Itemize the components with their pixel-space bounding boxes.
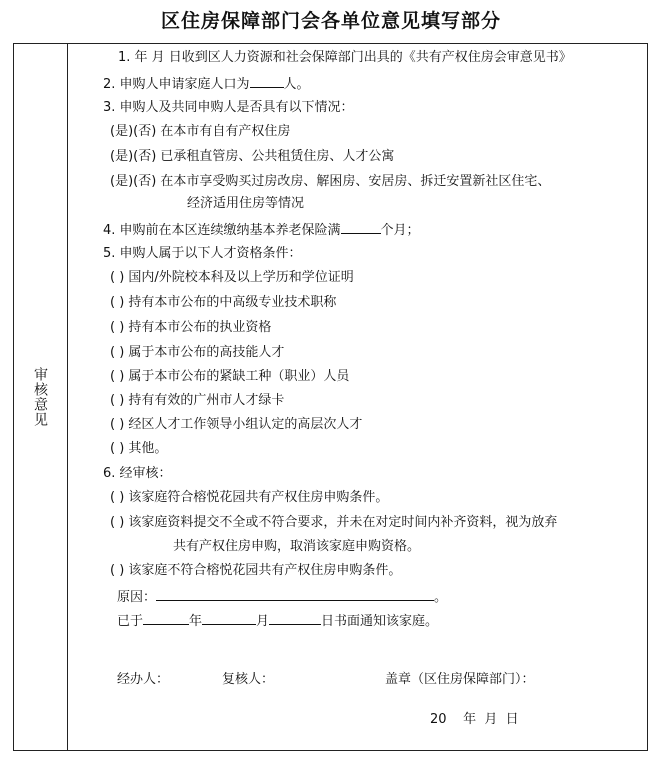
item-4-suffix: 个月； — [380, 223, 420, 238]
item-2 — [103, 75, 310, 93]
reason-label: 原因： — [117, 590, 157, 605]
review-option-2-cont: 共有产权住房申购，取消该家庭申购资格。 — [173, 539, 421, 554]
side-label: 审核意见 — [32, 367, 48, 427]
talent-option-7: ( ) 经区人才工作领导小组认定的高层次人才 — [110, 417, 363, 432]
side-label-cell — [13, 43, 67, 751]
pension-months-blank[interactable] — [341, 221, 381, 234]
talent-option-8: ( ) 其他。 — [110, 441, 168, 456]
notify-suffix: 日书面通知该家庭。 — [321, 614, 439, 629]
talent-option-1: ( ) 国内/外院校本科及以上学历和学位证明 — [110, 270, 354, 285]
household-size-blank[interactable] — [250, 75, 284, 88]
talent-option-2: ( ) 持有本市公布的中高级专业技术职称 — [110, 295, 337, 310]
reason-end: 。 — [434, 590, 448, 605]
review-option-3: ( ) 该家庭不符合榕悦花园共有产权住房申购条件。 — [110, 563, 402, 578]
review-option-1: ( ) 该家庭符合榕悦花园共有产权住房申购条件。 — [110, 490, 389, 505]
item-4 — [103, 221, 420, 239]
notify-prefix: 已于 — [117, 614, 144, 629]
column-divider — [67, 43, 68, 751]
reason-line — [117, 588, 447, 606]
page-title: 区住房保障部门会各单位意见填写部分 — [160, 10, 501, 32]
talent-option-6: ( ) 持有有效的广州市人才绿卡 — [110, 393, 285, 408]
date-line: 20 年 月 日 — [430, 712, 519, 727]
notify-year-label: 年 — [189, 614, 203, 629]
notify-month-blank[interactable] — [202, 612, 256, 625]
talent-option-3: ( ) 持有本市公布的执业资格 — [110, 320, 272, 335]
item-5: 5. 申购人属于以下人才资格条件： — [103, 246, 302, 261]
item-2-suffix: 人。 — [283, 77, 310, 92]
item-6: 6. 经审核： — [103, 466, 172, 481]
item-3-2: (是)(否) 已承租直管房、公共租赁住房、人才公寓 — [110, 149, 395, 164]
item-3-3-cont: 经济适用住房等情况 — [187, 196, 305, 211]
item-1: 1. 年 月 日收到区人力资源和社会保障部门出具的《共有产权住房会审意见书》 — [118, 50, 572, 65]
handler-label: 经办人： — [117, 672, 170, 687]
reason-blank[interactable] — [156, 588, 434, 601]
notify-year-blank[interactable] — [143, 612, 189, 625]
talent-option-4: ( ) 属于本市公布的高技能人才 — [110, 345, 285, 360]
seal-label: 盖章（区住房保障部门）： — [385, 672, 535, 687]
item-3-1: (是)(否) 在本市有自有产权住房 — [110, 124, 291, 139]
item-3-3: (是)(否) 在本市享受购买过房改房、解困房、安居房、拆迁安置新社区住宅、 — [110, 174, 551, 189]
notify-month-label: 月 — [256, 614, 270, 629]
reviewer-label: 复核人： — [222, 672, 275, 687]
review-option-2: ( ) 该家庭资料提交不全或不符合要求，并未在对定时间内补齐资料，视为放弃 — [110, 515, 558, 530]
talent-option-5: ( ) 属于本市公布的紧缺工种（职业）人员 — [110, 369, 350, 384]
notify-line — [117, 612, 438, 630]
item-3: 3. 申购人及共同申购人是否具有以下情况： — [103, 100, 354, 115]
notify-day-blank[interactable] — [269, 612, 321, 625]
item-2-label: 2. 申购人申请家庭人口为 — [103, 77, 250, 92]
item-4-label: 4. 申购前在本区连续缴纳基本养老保险满 — [103, 223, 341, 238]
